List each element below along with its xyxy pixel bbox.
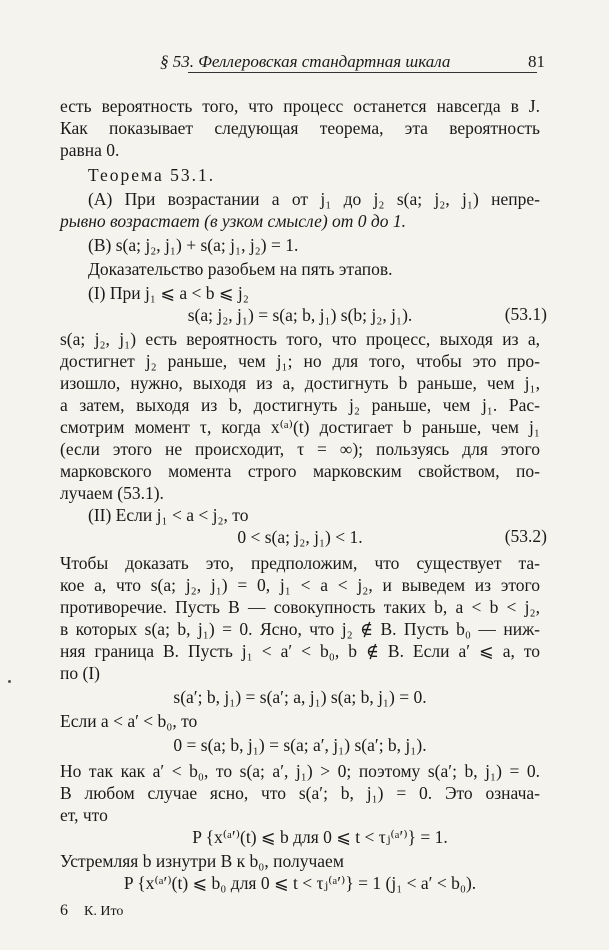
text-line: В любом случае ясно, что s(a′; b, j₁) = 0. Это означа-: [60, 783, 540, 803]
text-line: (В) s(a; j₂, j₁) + s(a; j₁, j₂) = 1.: [88, 235, 299, 255]
text-line: ет, что: [60, 805, 108, 825]
text-line: (если этого не происходит, τ = ∞); пользуясь для этого: [60, 439, 540, 459]
text-line: Чтобы доказать это, предположим, что существует та-: [60, 553, 540, 573]
text-line: марковского момента строго марковским свойством, по-: [60, 461, 540, 481]
equation-53-2: 0 < s(a; j₂, j₁) < 1.: [237, 527, 363, 547]
text-line: противоречие. Пусть B — совокупность таких b, a < b < j₂,: [60, 597, 540, 617]
text-line: (I) При j₁ ⩽ a < b ⩽ j₂: [88, 283, 249, 303]
equation-53-1: s(a; j₂, j₁) = s(a; b, j₁) s(b; j₂, j₁).: [187, 305, 413, 325]
display-equation: 0 = s(a; b, j₁) = s(a; a′, j₁) s(a′; b, j₁).: [173, 735, 427, 755]
header-rule: [188, 72, 537, 73]
text-line: кое a, что s(a; j₂, j₁) = 0, j₁ < a < j₂, и выведем из этого: [60, 575, 540, 595]
text-line: Но так как a′ < b₀, то s(a; a′, j₁) > 0; поэтому s(a′; b, j₁) = 0.: [60, 761, 540, 781]
text-line: s(a; j₂, j₁) есть вероятность того, что процесс, выходя из a,: [60, 329, 540, 349]
page-footer: [60, 902, 123, 920]
display-equation: P {x⁽ᵃ′⁾(t) ⩽ b₀ для 0 ⩽ t < τⱼ⁽ᵃ′⁾} = 1 (j₁ < a′ < b₀).: [123, 873, 477, 893]
text-line: есть вероятность того, что процесс останется навсегда в J.: [60, 96, 540, 116]
text-line: равна 0.: [60, 140, 120, 160]
text-line: смотрим момент τ, когда x⁽ᵃ⁾(t) достигает b раньше, чем j₁: [60, 417, 540, 437]
text-line: лучаем (53.1).: [60, 483, 164, 503]
text-line: (А) При возрастании a от j₁ до j₂ s(a; j₂, j₁) непре-: [88, 189, 540, 209]
text-line: изошло, нужно, выходя из a, достигнуть b раньше, чем j₁,: [60, 373, 540, 393]
footer-author: К. Ито: [84, 904, 124, 919]
running-header: [60, 50, 545, 72]
display-equation: P {x⁽ᵃ′⁾(t) ⩽ b для 0 ⩽ t < τⱼ⁽ᵃ′⁾} = 1.: [192, 827, 448, 847]
equation-number: (53.2): [504, 526, 547, 546]
margin-speck: [8, 680, 11, 683]
page-number: 81: [528, 52, 545, 71]
text-line: (II) Если j₁ < a < j₂, то: [88, 505, 249, 525]
text-line: Устремляя b изнутри B к b₀, получаем: [60, 851, 344, 871]
section-title: § 53. Феллеровская стандартная шкала: [160, 52, 451, 71]
text-line: рывно возрастает (в узком смысле) от 0 до 1.: [60, 211, 407, 231]
theorem-title: Теорема 53.1.: [88, 165, 216, 185]
text-line: Доказательство разобьем на пять этапов.: [88, 259, 393, 279]
text-line: достигнет j₂ раньше, чем j₁; но для того, чтобы это про-: [60, 351, 540, 371]
display-equation: s(a′; b, j₁) = s(a′; a, j₁) s(a; b, j₁) = 0.: [173, 687, 427, 707]
signature-number: 6: [60, 902, 68, 919]
text-line: по (I): [60, 663, 100, 683]
text-line: а затем, выходя из b, достигнуть j₂ раньше, чем j₁. Рас-: [60, 395, 540, 415]
text-line: няя граница B. Пусть j₁ < a′ < b₀, b ∉ B. Если a′ ⩽ a, то: [60, 641, 540, 661]
text-line: Как показывает следующая теорема, эта вероятность: [60, 118, 540, 138]
text-line: Если a < a′ < b₀, то: [60, 711, 198, 731]
text-line: в которых s(a; b, j₁) = 0. Ясно, что j₂ ∉ B. Пусть b₀ — ниж-: [60, 619, 540, 639]
equation-number: (53.1): [504, 304, 547, 324]
